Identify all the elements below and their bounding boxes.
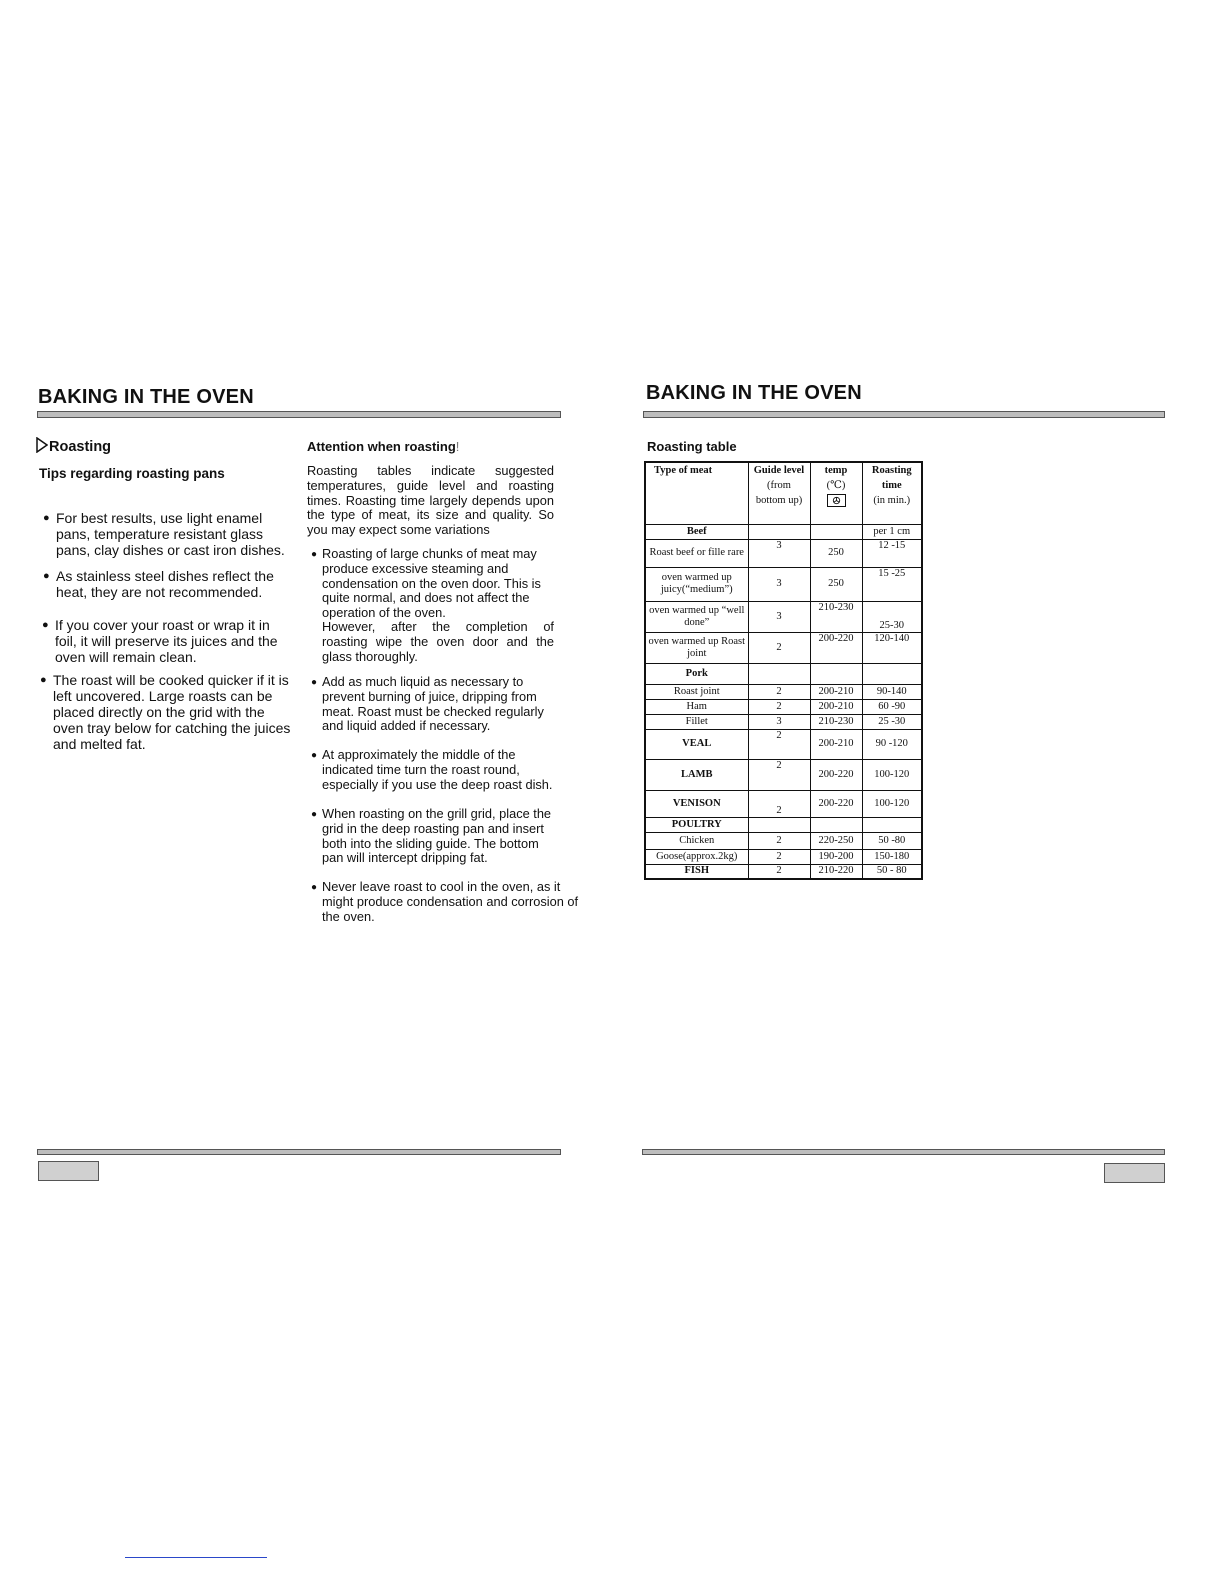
roasting-table bbox=[644, 461, 923, 880]
table-row bbox=[645, 567, 922, 601]
cell-guide bbox=[748, 663, 810, 684]
bullet-icon: ● bbox=[40, 674, 47, 686]
cell-guide: 2 bbox=[748, 790, 810, 817]
cell-time: 100-120 bbox=[862, 759, 922, 790]
cell-guide: 2 bbox=[748, 729, 810, 759]
cell-guide: 2 bbox=[748, 684, 810, 699]
cell-time bbox=[862, 663, 922, 684]
cell-temp: 200-220 bbox=[810, 632, 862, 663]
table-row bbox=[645, 790, 922, 817]
cell-meat: POULTRY bbox=[645, 817, 748, 832]
cell-meat: Chicken bbox=[645, 832, 748, 849]
attention-text: At approximately the middle of the indicated time turn the roast round, especially if you use the deep roast dish. bbox=[322, 747, 553, 792]
cell-time: 60 -90 bbox=[862, 699, 922, 714]
attention-heading bbox=[307, 439, 459, 454]
left-title-rule bbox=[37, 411, 561, 418]
tip-text: For best results, use light enamel pans, temperature resistant glass pans, clay dishes or cast iron dishes. bbox=[56, 510, 285, 558]
table-row bbox=[645, 832, 922, 849]
tip-item bbox=[40, 672, 291, 752]
table-row bbox=[645, 524, 922, 539]
bullet-icon: ● bbox=[43, 570, 50, 582]
cell-meat: oven warmed up “well done” bbox=[645, 601, 748, 632]
bottom-link-line bbox=[125, 1557, 267, 1558]
attention-item bbox=[311, 674, 554, 734]
cell-temp: 210-220 bbox=[810, 864, 862, 879]
fan-icon bbox=[827, 494, 846, 507]
cell-guide: 2 bbox=[748, 759, 810, 790]
cell-temp: 200-220 bbox=[810, 759, 862, 790]
attention-text: Roasting of large chunks of meat may produce excessive steaming and condensation on the oven door. This is quite normal, and does not affect the operation of the oven. bbox=[322, 546, 541, 621]
cell-temp bbox=[810, 663, 862, 684]
cell-temp: 200-210 bbox=[810, 699, 862, 714]
attention-item bbox=[311, 806, 554, 866]
header-time-line3: (in min.) bbox=[873, 495, 911, 506]
table-row bbox=[645, 539, 922, 567]
attention-item bbox=[311, 546, 554, 621]
table-row bbox=[645, 759, 922, 790]
right-title-rule bbox=[643, 411, 1165, 418]
table-row bbox=[645, 864, 922, 879]
table-row bbox=[645, 729, 922, 759]
cell-guide: 2 bbox=[748, 699, 810, 714]
right-page-title: BAKING IN THE OVEN bbox=[646, 382, 862, 404]
tip-text: The roast will be cooked quicker if it is left uncovered. Large roasts can be placed directly on the grid with the oven tray below for catching the juices and melted fat. bbox=[53, 672, 291, 752]
left-footer-rule bbox=[37, 1149, 561, 1155]
header-temp-line1: temp bbox=[824, 465, 848, 476]
bullet-icon: ● bbox=[311, 750, 318, 761]
cell-time: 90-140 bbox=[862, 684, 922, 699]
cell-temp: 250 bbox=[810, 539, 862, 567]
cell-temp bbox=[810, 817, 862, 832]
cell-temp: 210-230 bbox=[810, 601, 862, 632]
cell-guide: 3 bbox=[748, 567, 810, 601]
table-row bbox=[645, 817, 922, 832]
cell-temp: 210-230 bbox=[810, 714, 862, 729]
cell-temp bbox=[810, 524, 862, 539]
tips-heading: Tips regarding roasting pans bbox=[39, 466, 225, 481]
bullet-icon: ● bbox=[311, 677, 318, 688]
attention-intro: Roasting tables indicate suggested temperatures, guide level and roasting times. Roasting time largely depends upon the type of meat, its size and quality. So you may expect some variations bbox=[307, 463, 554, 538]
cell-meat: Pork bbox=[645, 663, 748, 684]
tip-text: If you cover your roast or wrap it in foil, it will preserve its juices and the oven will remain clean. bbox=[55, 617, 278, 665]
cell-guide: 2 bbox=[748, 832, 810, 849]
header-time bbox=[862, 462, 922, 524]
cell-meat: LAMB bbox=[645, 759, 748, 790]
cell-guide: 3 bbox=[748, 714, 810, 729]
header-guide-line3: bottom up) bbox=[755, 495, 803, 506]
attention-text: When roasting on the grill grid, place the grid in the deep roasting pan and insert both into the sliding guide. The bottom pan will intercept dripping fat. bbox=[322, 806, 552, 866]
cell-guide: 2 bbox=[748, 849, 810, 864]
cell-temp: 250 bbox=[810, 567, 862, 601]
table-row bbox=[645, 632, 922, 663]
table-row bbox=[645, 663, 922, 684]
header-meat: Type of meat bbox=[645, 462, 748, 524]
attention-text: Add as much liquid as necessary to prevent burning of juice, dripping from meat. Roast must be checked regularly and liquid added if necessary. bbox=[322, 674, 544, 734]
header-temp-line2: (℃) bbox=[826, 480, 846, 491]
header-temp bbox=[810, 462, 862, 524]
right-page-number-box bbox=[1104, 1163, 1165, 1183]
cell-meat: Goose(approx.2kg) bbox=[645, 849, 748, 864]
tip-item bbox=[43, 568, 296, 600]
attention-item bbox=[311, 747, 554, 792]
cell-time: 100-120 bbox=[862, 790, 922, 817]
bullet-icon: ● bbox=[43, 512, 50, 524]
cell-meat: FISH bbox=[645, 864, 748, 879]
cell-meat: oven warmed up juicy(“medium”) bbox=[645, 567, 748, 601]
cell-meat: VEAL bbox=[645, 729, 748, 759]
tip-item bbox=[42, 617, 295, 665]
header-time-line2: time bbox=[881, 480, 902, 491]
bullet-icon: ● bbox=[311, 809, 318, 820]
cell-meat: VENISON bbox=[645, 790, 748, 817]
section-title: Roasting bbox=[49, 439, 112, 455]
attention-continuation: However, after the completion of roasting wipe the oven door and the glass thoroughly. bbox=[322, 619, 554, 664]
cell-meat: Beef bbox=[645, 524, 748, 539]
cell-guide: 3 bbox=[748, 601, 810, 632]
cell-temp: 200-210 bbox=[810, 729, 862, 759]
cell-temp: 200-220 bbox=[810, 790, 862, 817]
attention-heading-text: Attention when roasting bbox=[307, 439, 456, 454]
cell-temp: 220-250 bbox=[810, 832, 862, 849]
right-footer-rule bbox=[642, 1149, 1165, 1155]
table-row bbox=[645, 699, 922, 714]
cell-time bbox=[862, 817, 922, 832]
cell-time: 50 - 80 bbox=[862, 864, 922, 879]
cell-temp: 190-200 bbox=[810, 849, 862, 864]
bullet-icon: ● bbox=[311, 882, 318, 893]
cell-meat: Roast beef or fille rare bbox=[645, 539, 748, 567]
cell-time: 25 -30 bbox=[862, 714, 922, 729]
cell-guide: 2 bbox=[748, 632, 810, 663]
bullet-icon: ● bbox=[311, 549, 318, 560]
cell-meat: Roast joint bbox=[645, 684, 748, 699]
tip-item bbox=[43, 510, 296, 558]
cell-time: 120-140 bbox=[862, 632, 922, 663]
cell-time: 25-30 bbox=[862, 601, 922, 632]
table-row bbox=[645, 714, 922, 729]
section-heading bbox=[36, 437, 111, 457]
table-row bbox=[645, 849, 922, 864]
cell-guide bbox=[748, 817, 810, 832]
left-page-number-box bbox=[38, 1161, 99, 1181]
cell-time: 15 -25 bbox=[862, 567, 922, 601]
table-row bbox=[645, 684, 922, 699]
table-header-row bbox=[645, 462, 922, 524]
cell-guide bbox=[748, 524, 810, 539]
header-time-line1: Roasting bbox=[871, 465, 912, 476]
cell-time: 12 -15 bbox=[862, 539, 922, 567]
attention-item bbox=[311, 879, 592, 924]
cell-meat: oven warmed up Roast joint bbox=[645, 632, 748, 663]
triangle-outline-icon bbox=[36, 437, 48, 457]
table-title: Roasting table bbox=[647, 439, 737, 454]
header-guide-line1: Guide level bbox=[753, 465, 805, 476]
cell-time: 90 -120 bbox=[862, 729, 922, 759]
cell-time: 150-180 bbox=[862, 849, 922, 864]
header-guide bbox=[748, 462, 810, 524]
cell-guide: 3 bbox=[748, 539, 810, 567]
cell-meat: Fillet bbox=[645, 714, 748, 729]
attention-mark: ! bbox=[455, 439, 460, 454]
cell-time: per 1 cm bbox=[862, 524, 922, 539]
cell-guide: 2 bbox=[748, 864, 810, 879]
attention-text: Never leave roast to cool in the oven, as it might produce condensation and corrosion of the oven. bbox=[322, 879, 579, 924]
cell-temp: 200-210 bbox=[810, 684, 862, 699]
cell-time: 50 -80 bbox=[862, 832, 922, 849]
header-guide-line2: (from bbox=[767, 480, 791, 491]
bullet-icon: ● bbox=[42, 619, 49, 631]
tip-text: As stainless steel dishes reflect the heat, they are not recommended. bbox=[56, 568, 274, 600]
cell-meat: Ham bbox=[645, 699, 748, 714]
left-page-title: BAKING IN THE OVEN bbox=[38, 386, 254, 408]
table-row bbox=[645, 601, 922, 632]
